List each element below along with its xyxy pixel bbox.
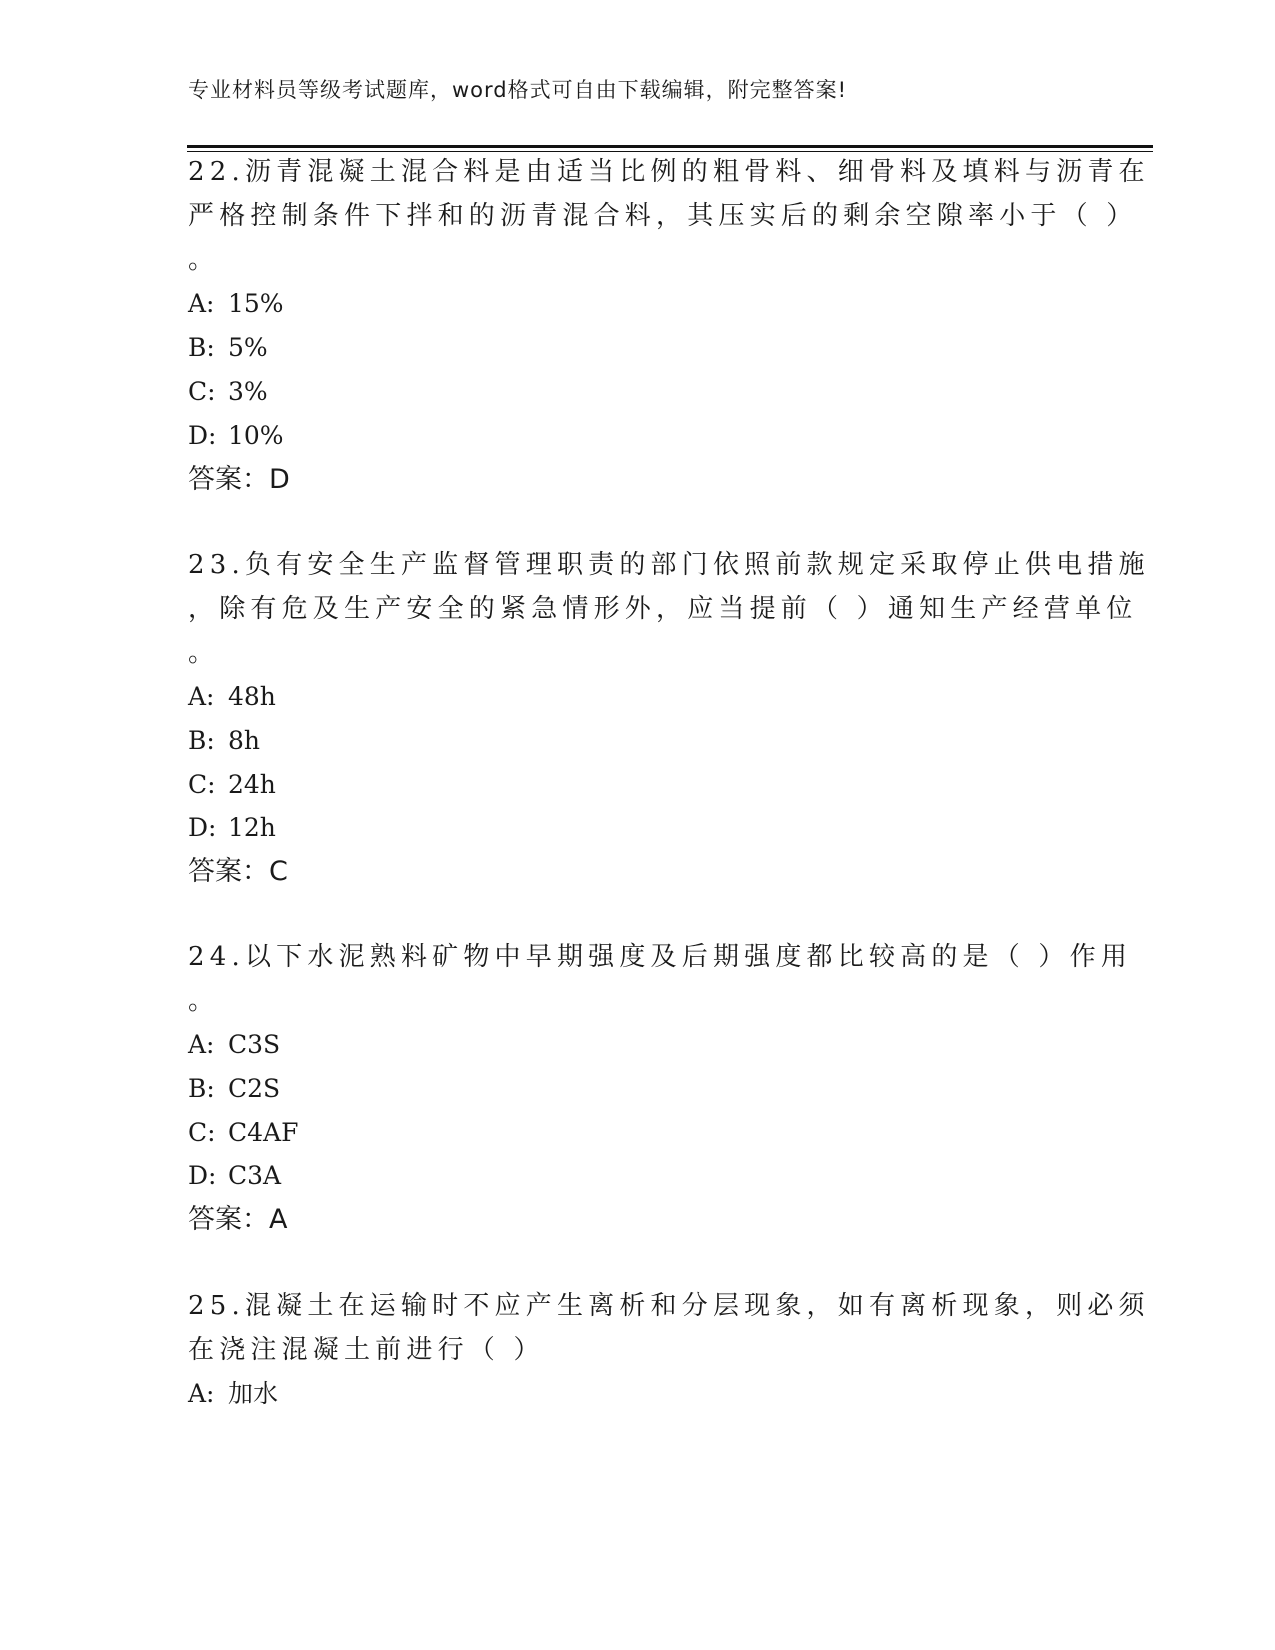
option-text: C2S [228, 1074, 281, 1103]
question-22-option-d [188, 421, 788, 451]
question-23-line-2: ，除有危及生产安全的紧急情形外，应当提前（ ）通知生产经营单位 [188, 594, 1138, 624]
option-text: C3S [228, 1030, 281, 1059]
option-text: 3% [228, 377, 268, 406]
option-label: A: [188, 289, 215, 318]
option-label: B: [188, 726, 215, 755]
option-label: A: [188, 1030, 215, 1059]
question-25-option-a [188, 1379, 788, 1409]
question-24-option-b [188, 1074, 788, 1104]
question-22-line-3: 。 [188, 245, 220, 275]
question-22-answer: 答案：D [188, 464, 290, 495]
question-24-line-2: 。 [188, 986, 220, 1016]
option-label: A: [188, 682, 215, 711]
question-25-line-2: 在浇注混凝土前进行（ ） [188, 1335, 545, 1365]
option-text: 5% [228, 333, 268, 362]
question-22-line-2: 严格控制条件下拌和的沥青混合料，其压实后的剩余空隙率小于（ ） [188, 201, 1138, 231]
question-24-option-d [188, 1161, 788, 1191]
header-divider-thin [187, 151, 1153, 152]
option-text: 48h [228, 682, 276, 711]
header-divider-thick [187, 145, 1153, 148]
question-22-line-1: 22.沥青混凝土混合料是由适当比例的粗骨料、细骨料及填料与沥青在 [188, 157, 1150, 187]
option-label: C: [188, 377, 216, 406]
option-label: B: [188, 1074, 215, 1103]
question-23-option-b [188, 726, 788, 756]
question-22-option-c [188, 377, 788, 407]
question-24-option-c [188, 1118, 788, 1148]
question-23-option-d [188, 813, 788, 843]
option-label: C: [188, 770, 216, 799]
question-23-line-3: 。 [188, 638, 220, 668]
option-text: 24h [228, 770, 276, 799]
option-label: C: [188, 1118, 216, 1147]
option-label: D: [188, 813, 217, 842]
option-text: 10% [228, 421, 284, 450]
question-24-option-a [188, 1030, 788, 1060]
question-22-option-b [188, 333, 788, 363]
option-text: 8h [228, 726, 261, 755]
option-label: D: [188, 1161, 217, 1190]
option-label: D: [188, 421, 217, 450]
question-23-option-c [188, 770, 788, 800]
question-23-option-a [188, 682, 788, 712]
question-23-answer: 答案：C [188, 856, 288, 887]
question-22-option-a [188, 289, 788, 319]
question-24-line-1: 24.以下水泥熟料矿物中早期强度及后期强度都比较高的是（ ）作用 [188, 942, 1133, 972]
document-header: 专业材料员等级考试题库，word格式可自由下载编辑，附完整答案! [188, 78, 848, 102]
option-text: 加水 [228, 1379, 279, 1408]
option-label: A: [188, 1379, 215, 1408]
option-text: 12h [228, 813, 276, 842]
option-text: C4AF [228, 1118, 299, 1147]
question-24-answer: 答案：A [188, 1204, 288, 1235]
option-label: B: [188, 333, 215, 362]
option-text: C3A [228, 1161, 282, 1190]
option-text: 15% [228, 289, 284, 318]
question-23-line-1: 23.负有安全生产监督管理职责的部门依照前款规定采取停止供电措施 [188, 550, 1150, 580]
question-25-line-1: 25.混凝土在运输时不应产生离析和分层现象，如有离析现象，则必须 [188, 1291, 1150, 1321]
